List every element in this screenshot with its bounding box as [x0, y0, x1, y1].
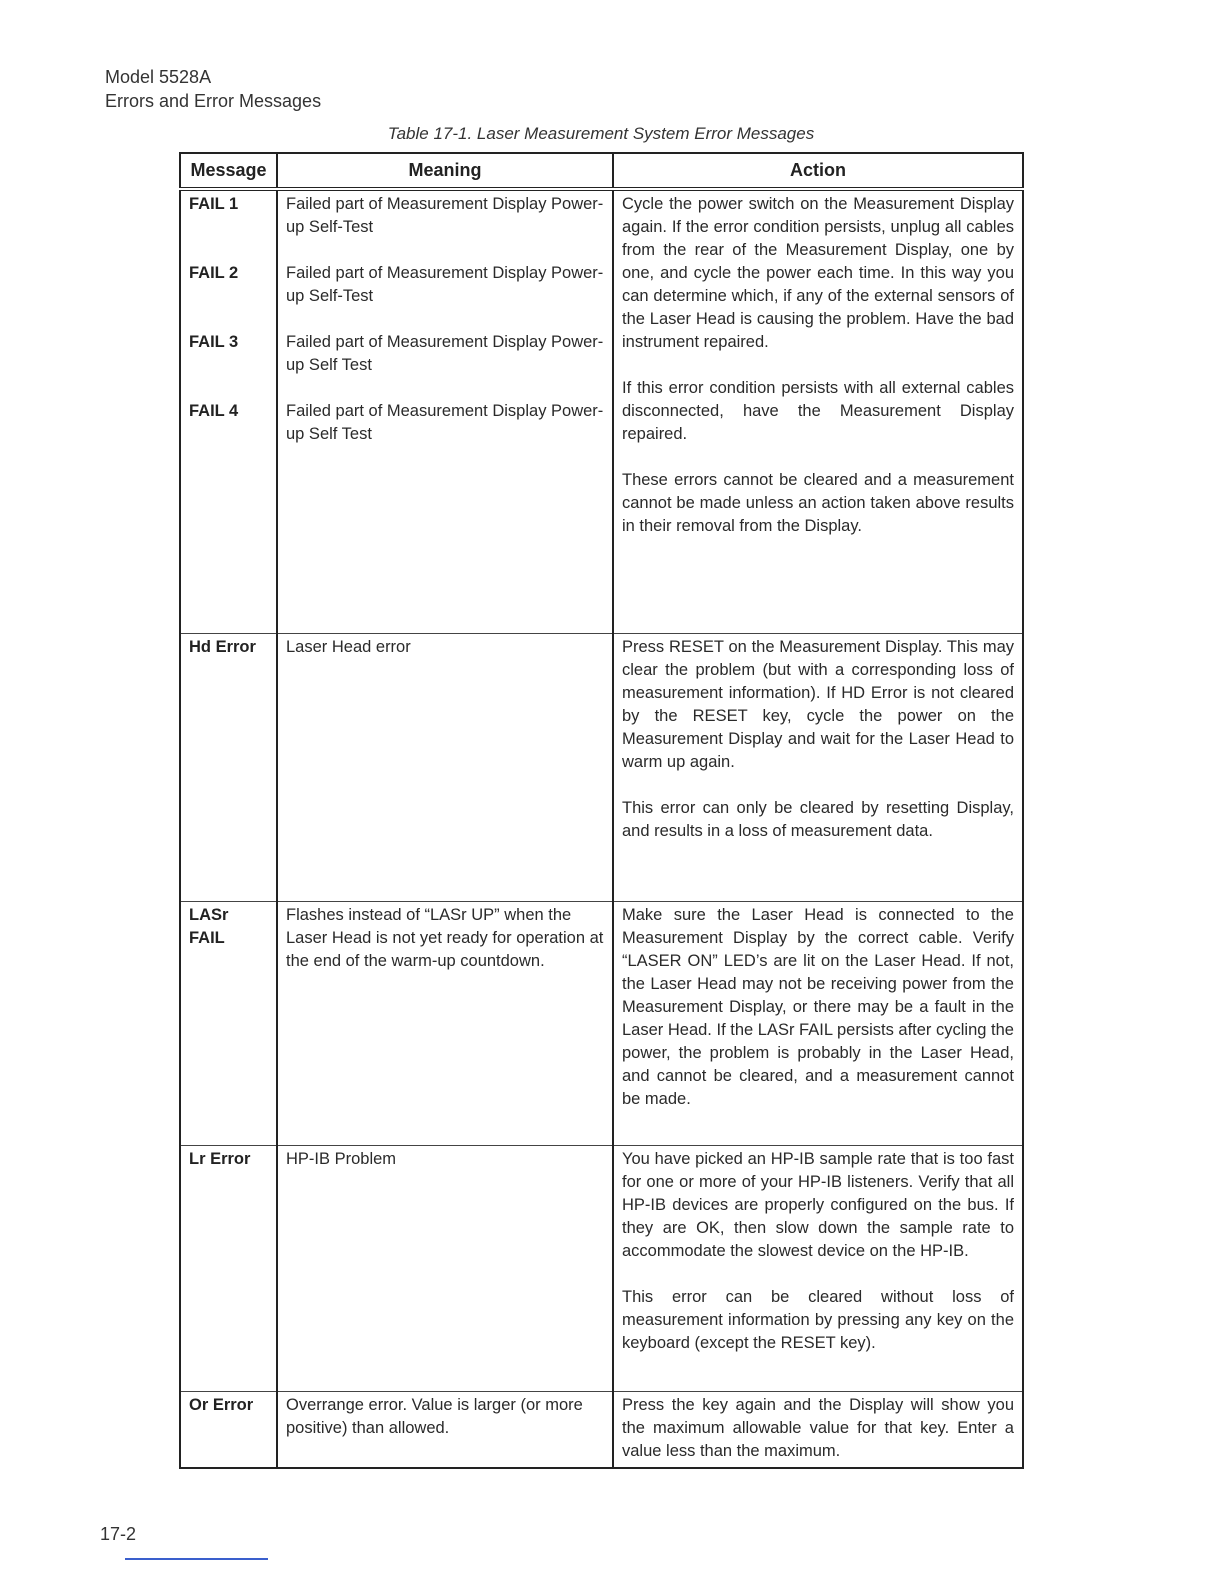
meaning-cell: Flashes instead of “LASr UP” when the Laser Head is not yet ready for operation at the end of the warm-up countdown. — [277, 901, 613, 1145]
action-cell — [613, 189, 1023, 633]
action-paragraph: If this error condition persists with all external cables disconnected, have the Measurement Display repaired. — [622, 379, 1014, 443]
page-number: 17-2 — [100, 1524, 137, 1544]
action-cell — [613, 1391, 1023, 1468]
action-paragraph: Press the key again and the Display will show you the maximum allowable value for that key. Enter a value less than the maximum. — [622, 1395, 1014, 1460]
meaning-cell — [277, 189, 613, 633]
section-header: Errors and Error Messages — [105, 91, 322, 111]
message-fail-2: FAIL 2 — [189, 264, 239, 282]
message-fail-1: FAIL 1 — [189, 195, 239, 213]
table-row-lr-error — [180, 1145, 1023, 1391]
footer-rule — [125, 1558, 268, 1560]
meaning-fail-1: Failed part of Measurement Display Power-up Self-Test — [286, 195, 604, 236]
table-row-hd-error — [180, 633, 1023, 901]
action-paragraph: This error can be cleared without loss of measurement information by pressing any key on the keyboard (except the RESET key). — [622, 1287, 1014, 1352]
column-header-action: Action — [613, 153, 1023, 189]
action-cell — [613, 633, 1023, 901]
table-header-row — [180, 153, 1023, 189]
action-paragraph: You have picked an HP-IB sample rate that is too fast for one or more of your HP-IB listeners. Verify that all HP-IB devices are properly configured on the bus. If they are OK, then slow down the sample rate to accommodate the slowest device on the HP-IB. — [622, 1149, 1014, 1260]
message-fail-3: FAIL 3 — [189, 333, 239, 351]
message-cell: Or Error — [180, 1391, 277, 1468]
message-cell: Lr Error — [180, 1145, 277, 1391]
message-cell: LASr FAIL — [180, 901, 277, 1145]
error-messages-table — [179, 152, 1024, 1469]
action-paragraph: These errors cannot be cleared and a measurement cannot be made unless an action taken above results in their removal from the Display. — [622, 471, 1014, 535]
table-row-fail — [180, 189, 1023, 633]
table-caption: Table 17-1. Laser Measurement System Error Messages — [387, 124, 815, 143]
action-paragraph: This error can only be cleared by resetting Display, and results in a loss of measurement data. — [622, 798, 1014, 840]
message-cell: Hd Error — [180, 633, 277, 901]
meaning-cell: HP-IB Problem — [277, 1145, 613, 1391]
meaning-cell: Laser Head error — [277, 633, 613, 901]
action-paragraph: Cycle the power switch on the Measurement Display again. If the error condition persists, unplug all cables from the rear of the Measurement Display, one by one, and cycle the power each time. In this way you can determine which, if any of the external sensors of the Laser Head is causing the problem. Have the bad instrument repaired. — [622, 195, 1014, 351]
column-header-message: Message — [180, 153, 277, 189]
column-header-meaning: Meaning — [277, 153, 613, 189]
meaning-fail-2: Failed part of Measurement Display Power-up Self-Test — [286, 264, 604, 305]
meaning-fail-4: Failed part of Measurement Display Power-up Self Test — [286, 402, 604, 443]
action-paragraph: Press RESET on the Measurement Display. This may clear the problem (but with a corresponding loss of measurement information). If HD Error is not cleared by the RESET key, cycle the power on the Measurement Display and wait for the Laser Head to warm up again. — [622, 637, 1014, 771]
table-row-or-error — [180, 1391, 1023, 1468]
model-header: Model 5528A — [105, 67, 212, 87]
table-row-lasr-fail — [180, 901, 1023, 1145]
action-cell — [613, 1145, 1023, 1391]
message-cell — [180, 189, 277, 633]
action-paragraph: Make sure the Laser Head is connected to the Measurement Display by the correct cable. Verify “LASER ON” LED’s are lit on the Laser Head. If not, the Laser Head may not be receiving power from the Measurement Display, or there may be a fault in the Laser Head. If the LASr FAIL persists after cycling the power, the problem is probably in the Laser Head, and cannot be cleared, and a measurement cannot be made. — [622, 905, 1014, 1108]
meaning-cell: Overrange error. Value is larger (or more positive) than allowed. — [277, 1391, 613, 1468]
message-fail-4: FAIL 4 — [189, 402, 239, 420]
meaning-fail-3: Failed part of Measurement Display Power-up Self Test — [286, 333, 604, 374]
action-cell — [613, 901, 1023, 1145]
